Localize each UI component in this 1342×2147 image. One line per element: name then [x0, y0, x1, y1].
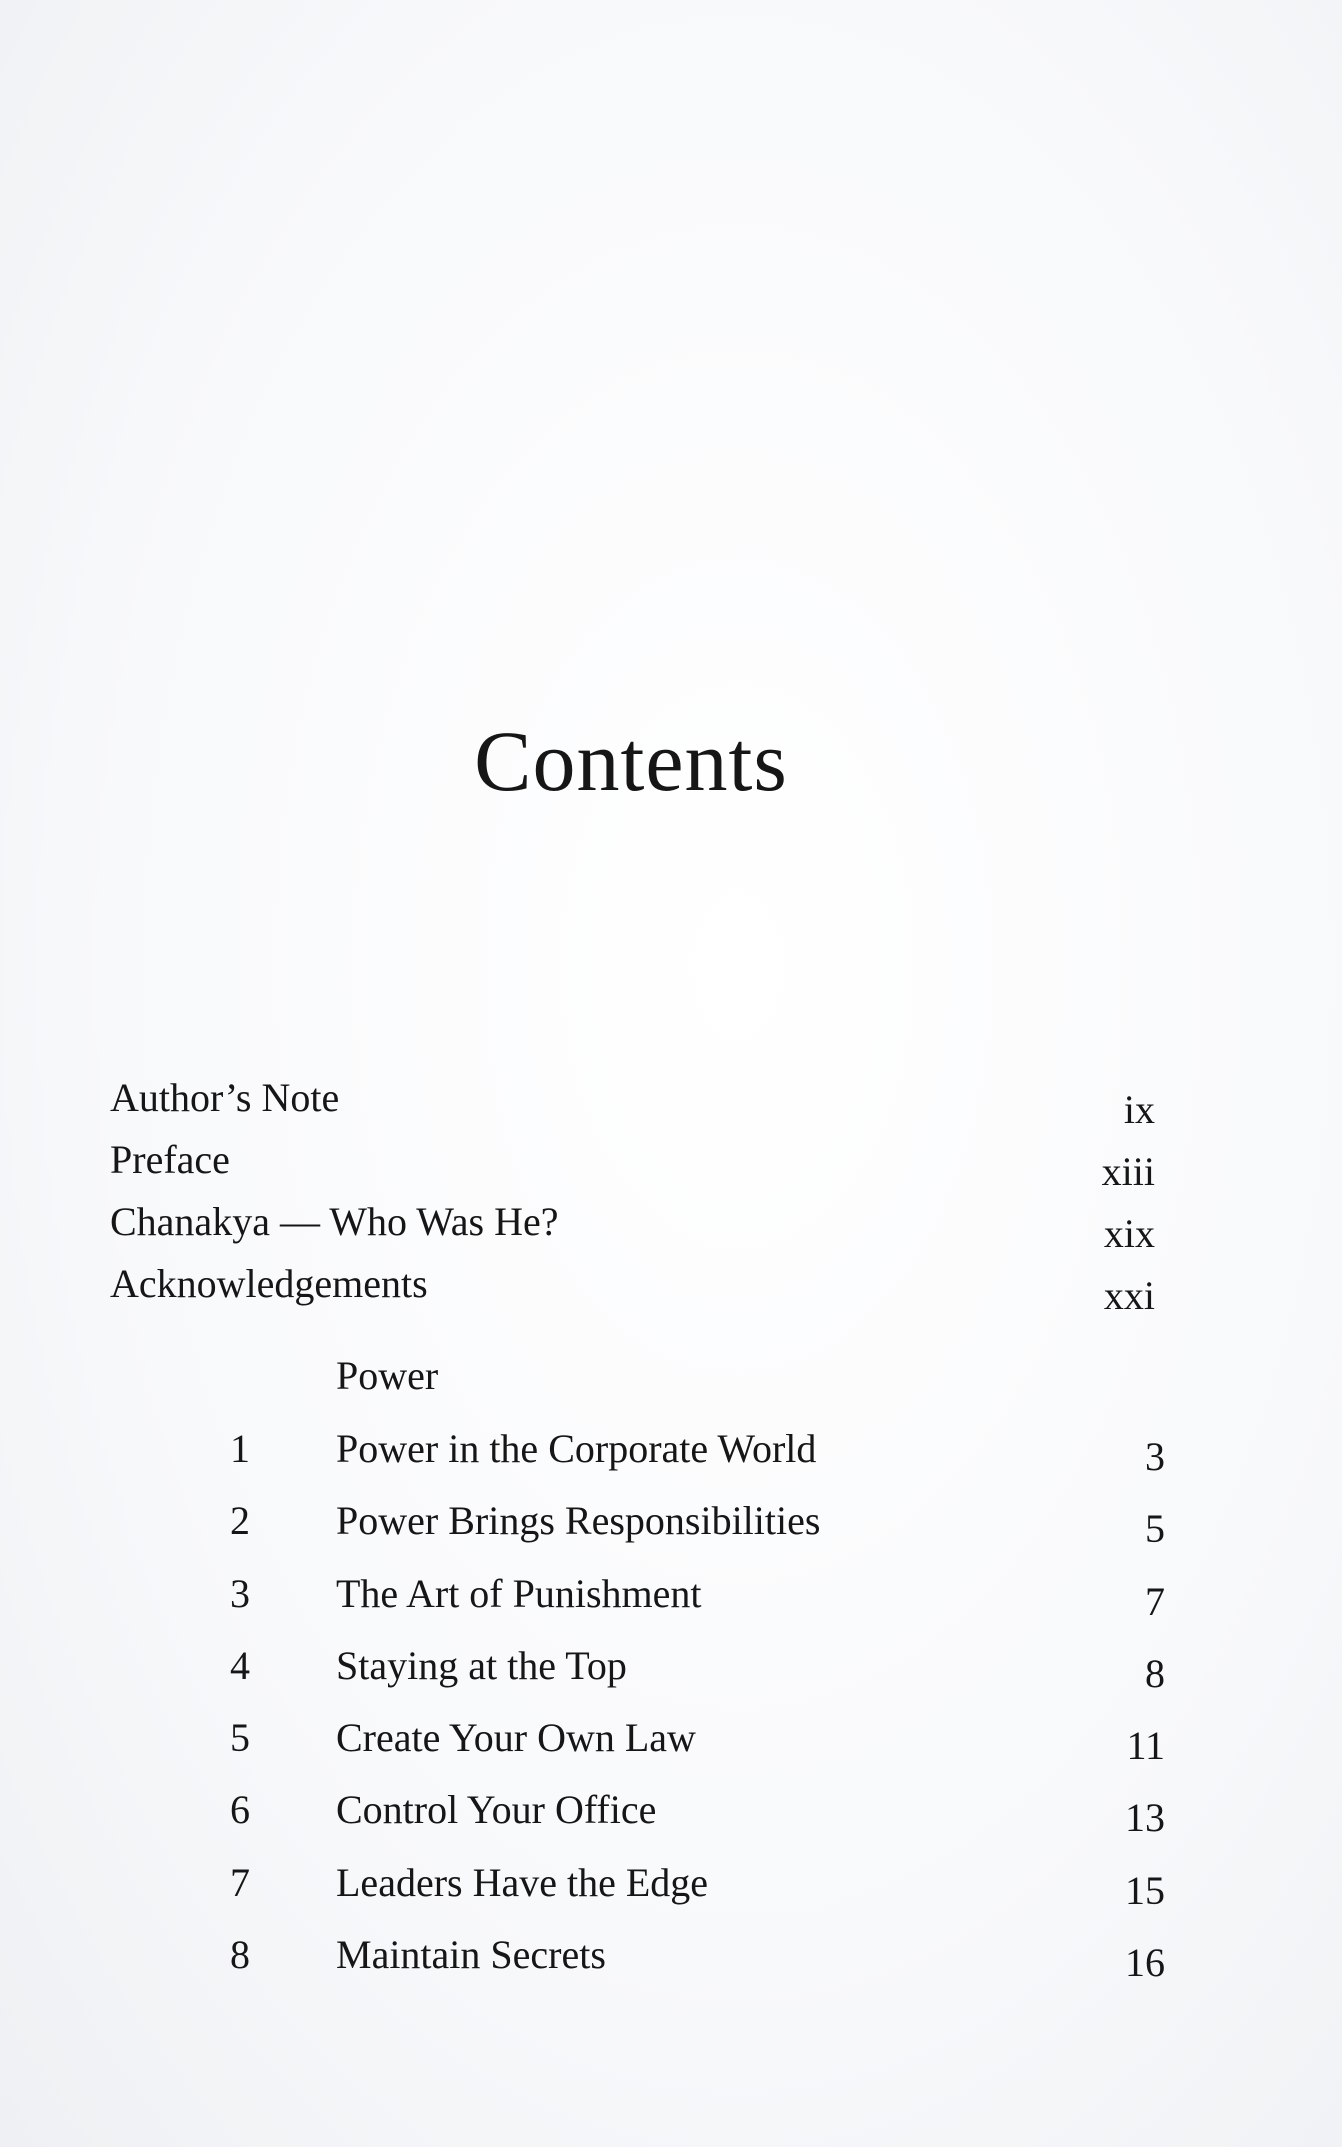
- chapter-entry: [210, 1786, 1165, 1858]
- chapter-entry: [210, 1931, 1165, 2003]
- front-matter-entry: [110, 1130, 1155, 1192]
- chapter-title: Power in the Corporate World: [336, 1426, 817, 1471]
- front-matter-list: [110, 1068, 1155, 1316]
- chapter-number: 5: [230, 1715, 250, 1761]
- chapter-page-number: 8: [1145, 1650, 1165, 1696]
- chapter-number: 8: [230, 1932, 250, 1978]
- chapter-entry: [210, 1714, 1165, 1786]
- chapter-title: Power Brings Responsibilities: [336, 1498, 821, 1544]
- chapter-title: Create Your Own Law: [336, 1715, 696, 1761]
- entry-page-number: xix: [1103, 1211, 1155, 1256]
- chapter-number: 6: [230, 1787, 250, 1833]
- chapter-title: Maintain Secrets: [336, 1932, 606, 1978]
- chapter-entry: [210, 1425, 1165, 1497]
- chapter-title: Staying at the Top: [336, 1642, 627, 1688]
- chapter-number: 1: [230, 1426, 250, 1471]
- chapter-entry: [210, 1497, 1165, 1569]
- front-matter-entry: [110, 1192, 1155, 1254]
- chapter-number: 7: [230, 1859, 250, 1905]
- contents-title: Contents: [474, 713, 788, 809]
- chapter-number: 4: [230, 1642, 250, 1688]
- entry-label: Chanakya — Who Was He?: [110, 1199, 559, 1244]
- chapter-number: 2: [230, 1498, 250, 1544]
- chapter-page-number: 7: [1145, 1578, 1165, 1624]
- part-heading: Power: [336, 1353, 439, 1398]
- chapter-page-number: 13: [1125, 1795, 1165, 1841]
- chapter-page-number: 5: [1145, 1506, 1165, 1552]
- entry-page-number: ix: [1123, 1087, 1155, 1132]
- front-matter-entry: [110, 1254, 1155, 1316]
- chapter-entry: [210, 1570, 1165, 1642]
- chapter-entry: [210, 1642, 1165, 1714]
- entry-label: Acknowledgements: [110, 1261, 428, 1306]
- chapter-entry: [210, 1859, 1165, 1931]
- chapter-title: Leaders Have the Edge: [336, 1859, 709, 1905]
- chapter-title: Control Your Office: [336, 1787, 657, 1833]
- chapter-list: [210, 1425, 1165, 2003]
- front-matter-entry: [110, 1068, 1155, 1130]
- entry-page-number: xiii: [1101, 1149, 1155, 1194]
- chapter-page-number: 15: [1125, 1867, 1165, 1913]
- entry-label: Author’s Note: [110, 1075, 340, 1120]
- entry-label: Preface: [110, 1137, 230, 1182]
- chapter-page-number: 11: [1126, 1723, 1165, 1769]
- chapter-title: The Art of Punishment: [336, 1570, 702, 1616]
- chapter-number: 3: [230, 1570, 250, 1616]
- chapter-page-number: 16: [1125, 1940, 1165, 1986]
- entry-page-number: xxi: [1103, 1273, 1155, 1318]
- chapter-page-number: 3: [1145, 1434, 1165, 1479]
